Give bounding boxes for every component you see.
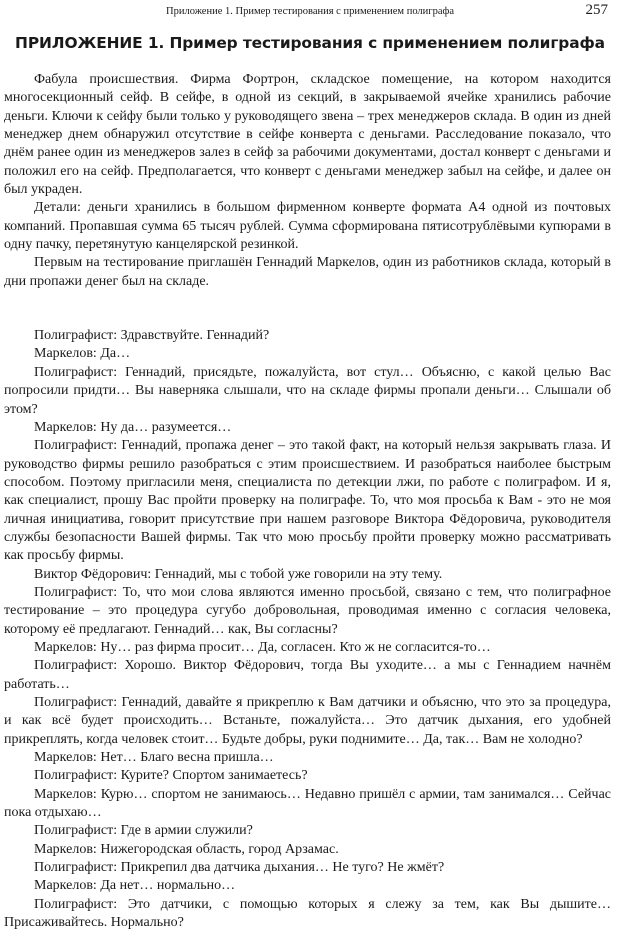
page-number: 257 <box>585 2 608 18</box>
document-body <box>4 71 611 932</box>
dialogue-line: Полиграфист: Здравствуйте. Геннадий? <box>34 328 270 344</box>
dialogue-line: Маркелов: Нет… Благо весна пришла… <box>34 750 274 766</box>
dialogue-line: Полиграфист: Прикрепил два датчика дыхания… Не туго? Не жмёт? <box>34 860 445 876</box>
dialogue-line: Полиграфист: Это датчики, с помощью которых я слежу за тем, как Вы дышите… Присаживайтесь. Нормально? <box>4 896 611 931</box>
dialogue-line: Виктор Фёдорович: Геннадий, мы с тобой уже говорили на эту тему. <box>34 566 443 582</box>
dialogue-line: Полиграфист: Геннадий, давайте я прикреплю к Вам датчики и объясню, что это за процедура, и как всё будет происходить… Встаньте, пожалуйста… Это датчик дыхания, его удобней прикреплять, когда человек стоит… Будьте добры, руки поднимите… Да, так… Вам не холодно? <box>4 695 611 747</box>
dialogue-line: Маркелов: Ну да… разумеется… <box>34 419 232 435</box>
dialogue-line: Маркелов: Да… <box>34 346 131 362</box>
paragraph-details: Детали: деньги хранились в большом фирменном конверте формата А4 одной из почтовых компаний. Пропавшая сумма 65 тысяч рублей. Сумма сформирована пятисотрублёвыми купюрами в одну пачку, перетянутую канцелярской резинкой. <box>4 200 611 253</box>
dialogue-line: Полиграфист: Хорошо. Виктор Фёдорович, тогда Вы уходите… а мы с Геннадием начнём работать… <box>4 658 611 692</box>
dialogue-line: Полиграфист: То, что мои слова являются именно просьбой, связано с тем, что полиграфное тестирование – это процедура сугубо добровольная, проводимая именно с согласия человека, которому её предлагают. Геннадий… как, Вы согласны? <box>4 584 611 637</box>
dialogue-line: Полиграфист: Курите? Спортом занимаетесь? <box>34 768 308 784</box>
paragraph-intro: Первым на тестирование приглашён Геннадий Маркелов, один из работников склада, который в дни пропажи денег был на складе. <box>4 255 611 289</box>
dialogue-line: Маркелов: Курю… спортом не занимаюсь… Недавно пришёл с армии, там занимался… Сейчас пока отдыхаю… <box>4 786 611 821</box>
appendix-title: ПРИЛОЖЕНИЕ 1. Пример тестирования с применением полиграфа <box>15 34 605 52</box>
dialogue-line: Маркелов: Ну… раз фирма просит… Да, согласен. Кто ж не согласится-то… <box>34 639 491 655</box>
running-header: Приложение 1. Пример тестирования с применением полиграфа <box>166 6 454 17</box>
dialogue-line: Полиграфист: Геннадий, присядьте, пожалуйста, вот стул… Объясню, с какой целью Вас попросили придти… Вы наверняка слышали, что на складе фирмы пропали деньги… Слышали об этом? <box>4 364 611 417</box>
paragraph-case-summary: Фабула происшествия. Фирма Фортрон, складское помещение, на котором находится многосекционный сейф. В сейфе, в одной из секций, в закрываемой ячейке хранились рабочие деньги. Ключи к сейфу были только у руководящего звена – трех менеджеров склада. В один из дней менеджер днем обнаружил отсутствие в сейфе конверта с деньгами. Расследование показало, что днём ранее один из менеджеров залез в сейф за рабочими документами, достал конверт с деньгами и положил его на сейф. Предполагается, что конверт с деньгами менеджер забыл на сейфе, и далее он был украден. <box>4 72 611 198</box>
dialogue-line: Полиграфист: Где в армии служили? <box>34 823 253 839</box>
dialogue-line: Маркелов: Нижегородская область, город Арзамас. <box>34 841 339 857</box>
dialogue-line: Полиграфист: Геннадий, пропажа денег – это такой факт, на который нельзя закрывать глаза. И руководство фирмы решило разобраться с этим происшествием. И разобраться наиболее быстрым способом. Поэтому пригласили меня, специалиста по детекции лжи, по работе с полиграфом. И я, как специалист, прошу Вас пройти проверку на полиграфе. То, что моя просьба к Вам - это не моя личная инициатива, говорит присутствие при нашем разговоре Виктора Фёдоровича, руководителя службы безопасности Вашей фирмы. Так что мою просьбу пройти проверку можно рассматривать как просьбу фирмы. <box>4 438 611 564</box>
dialogue-line: Маркелов: Да нет… нормально… <box>34 878 236 894</box>
